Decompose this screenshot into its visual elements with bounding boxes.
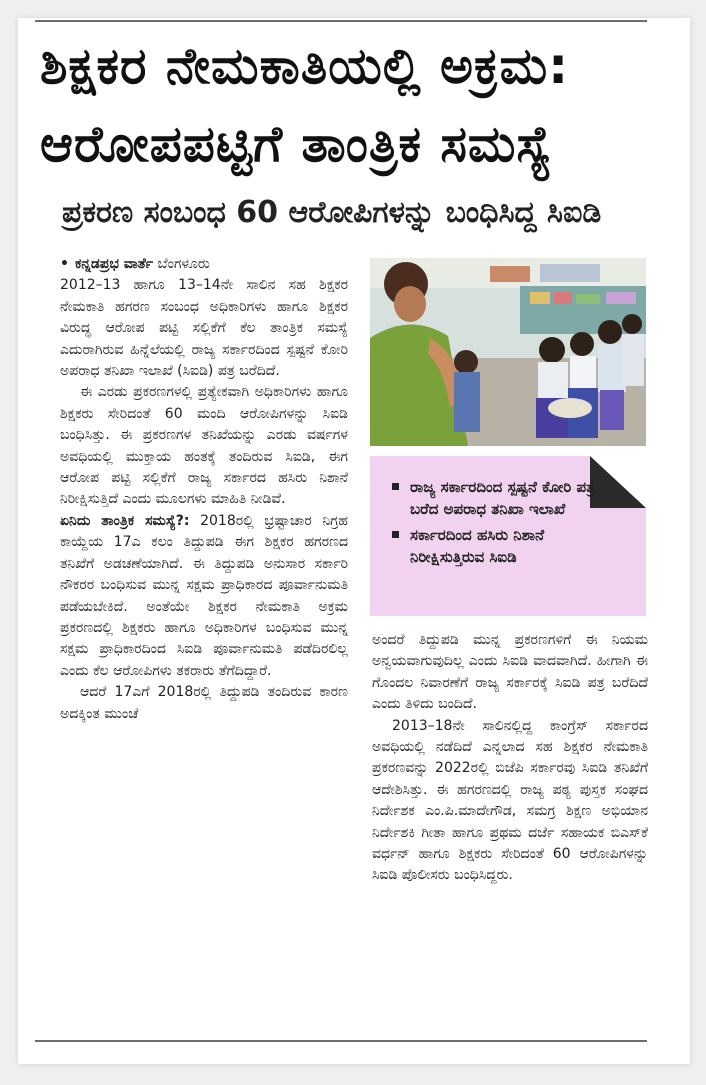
byline (60, 254, 348, 275)
article-paragraph-with-subhead (60, 511, 348, 682)
classroom-photo-illustration (370, 258, 646, 446)
article-paragraph: ಅಂದರೆ ತಿದ್ದುಪಡಿ ಮುನ್ನ ಪ್ರಕರಣಗಳಿಗೆ ಈ ನಿಯಮ ಅನ್ವಯವಾಗುವುದಿಲ್ಲ ಎಂದು ಸಿಐಡಿ ವಾದವಾಗಿದೆ. ಹೀಗಾಗಿ ಈ ಗೊಂದಲ ನಿವಾರಣೆಗೆ ರಾಜ್ಯ ಸರ್ಕಾರಕ್ಕೆ ಸಿಐಡಿ ಪತ್ರ ಬರೆದಿದೆ ಎಂದು ತಿಳಿದು ಬಂದಿದೆ. (372, 632, 648, 713)
article-paragraph: 2012–13 ಹಾಗೂ 13–14ನೇ ಸಾಲಿನ ಸಹ ಶಿಕ್ಷಕರ ನೇಮಕಾತಿ ಹಗರಣ ಸಂಬಂಧ ಅಧಿಕಾರಿಗಳು ಹಾಗೂ ಶಿಕ್ಷಕರ ವಿರುದ್ಧ ಆರೋಪ ಪಟ್ಟಿ ಸಲ್ಲಿಕೆಗೆ ಕೆಲ ತಾಂತ್ರಿಕ ಸಮಸ್ಯೆ ಎದುರಾಗಿರುವ ಹಿನ್ನೆಲೆಯಲ್ಲಿ ರಾಜ್ಯ ಸರ್ಕಾರದಿಂದ ಸ್ಪಷ್ಟನೆ ಕೋರಿ ಅಪರಾಧ ತನಿಖಾ ಇಲಾಖೆ (ಸಿಐಡಿ) ಪತ್ರ ಬರೆದಿದೆ. (60, 277, 348, 380)
highlight-item-text: ಸರ್ಕಾರದಿಂದ ಹಸಿರು ನಿಶಾನೆ ನಿರೀಕ್ಷಿಸುತ್ತಿರುವ ಸಿಐಡಿ (410, 526, 545, 566)
article-paragraph-text: 2018ರಲ್ಲಿ ಭ್ರಷ್ಟಾಚಾರ ನಿಗ್ರಹ ಕಾಯ್ದೆಯ 17ಎ ಕಲಂ ತಿದ್ದುಪಡಿ ಈಗ ಶಿಕ್ಷಕರ ಹಗರಣದ ತನಿಖೆಗೆ ಅಡಚಣೆಯಾಗಿದೆ. ಈ ತಿದ್ದುಪಡಿ ಅನುಸಾರ ಸರ್ಕಾರಿ ನೌಕರರ ಬಂಧಿಸುವ ಮುನ್ನ ಸಕ್ಷಮ ಪ್ರಾಧಿಕಾರದ ಪೂರ್ವಾನುಮತಿ ಪಡೆಯಬೇಕಿದೆ. ಅಂತೆಯೇ ಶಿಕ್ಷಕರ ನೇಮಕಾತಿ ಅಕ್ರಮ ಪ್ರಕರಣದಲ್ಲಿ ಶಿಕ್ಷಕರು ಹಾಗೂ ಅಧಿಕಾರಿಗಳ ಬಂಧಿಸುವ ಮುನ್ನ ಸಕ್ಷಮ ಪ್ರಾಧಿಕಾರದಿಂದ ಸಿಐಡಿ ಪೂರ್ವಾನುಮತಿ ಪಡೆದಿರಲಿಲ್ಲ ಎಂದು ಕೆಲ ಆರೋಪಿಗಳು ತಕರಾರು ತೆಗೆದಿದ್ದಾರೆ. (60, 512, 349, 679)
highlight-box (370, 456, 646, 616)
subheadline: ಪ್ರಕರಣ ಸಂಬಂಧ 60 ಆರೋಪಿಗಳನ್ನು ಬಂಧಿಸಿದ್ದ ಸಿಐಡಿ (62, 195, 602, 230)
bullet-square-icon (392, 531, 399, 538)
subhead: ಏನಿದು ತಾಂತ್ರಿಕ ಸಮಸ್ಯೆ?: (60, 512, 190, 529)
article-paragraph: ಆದರೆ 17ಎಗೆ 2018ರಲ್ಲಿ ತಿದ್ದುಪಡಿ ತಂದಿರುವ ಕಾರಣ ಅದಕ್ಕಿಂತ ಮುಂಚೆ (60, 684, 348, 722)
byline-location: ಬೆಂಗಳೂರು (157, 256, 210, 272)
article-paragraph: 2013–18ನೇ ಸಾಲಿನಲ್ಲಿದ್ದ ಕಾಂಗ್ರೆಸ್ ಸರ್ಕಾರದ ಅವಧಿಯಲ್ಲಿ ನಡೆದಿದೆ ಎನ್ನಲಾದ ಸಹ ಶಿಕ್ಷಕರ ನೇಮಕಾತಿ ಪ್ರಕರಣವನ್ನು 2022ರಲ್ಲಿ ಬಿಜೆಪಿ ಸರ್ಕಾರವು ಸಿಐಡಿ ತನಿಖೆಗೆ ಆದೇಶಿಸಿತ್ತು. ಈ ಹಗರಣದಲ್ಲಿ ರಾಜ್ಯ ಪಠ್ಯ ಪುಸ್ತಕ ಸಂಘದ ನಿರ್ದೇಶಕ ಎಂ.ಪಿ.ಮಾದೇಗೌಡ, ಸಮಗ್ರ ಶಿಕ್ಷಣ ಅಭಿಯಾನ ನಿರ್ದೇಶಕಿ ಗೀತಾ ಹಾಗೂ ಪ್ರಥಮ ದರ್ಜೆ ಸಹಾಯಕ ಬಿಎಸ್‌ಕೆ ವರ್ಧನ್ ಹಾಗೂ ಶಿಕ್ಷಕರು ಸೇರಿದಂತೆ 60 ಆರೋಪಿಗಳನ್ನು ಸಿಐಡಿ ಪೊಲೀಸರು ಬಂಧಿಸಿದ್ದರು. (372, 717, 648, 884)
bottom-rule (35, 1040, 647, 1042)
article-column-right (372, 630, 648, 887)
highlight-list (392, 476, 612, 572)
headline-line-2: ಆರೋಪಪಟ್ಟಿಗೆ ತಾಂತ್ರಿಕ ಸಮಸ್ಯೆ (40, 115, 553, 173)
highlight-item (392, 524, 612, 568)
bullet-square-icon (392, 483, 399, 490)
top-rule (35, 20, 647, 22)
classroom-photo (370, 258, 646, 446)
highlight-item (392, 476, 612, 520)
headline-line-1: ಶಿಕ್ಷಕರ ನೇಮಕಾತಿಯಲ್ಲಿ ಅಕ್ರಮ: (40, 37, 570, 95)
article-paragraph: ಈ ಎರಡು ಪ್ರಕರಣಗಳಲ್ಲಿ ಪ್ರತ್ಯೇಕವಾಗಿ ಅಧಿಕಾರಿಗಳು ಹಾಗೂ ಶಿಕ್ಷಕರು ಸೇರಿದಂತೆ 60 ಮಂದಿ ಆರೋಪಿಗಳನ್ನು ಸಿಐಡಿ ಬಂಧಿಸಿತ್ತು. ಈ ಪ್ರಕರಣಗಳ ತನಿಖೆಯನ್ನು ಎರಡು ವರ್ಷಗಳ ಅವಧಿಯಲ್ಲಿ ಮುಕ್ತಾಯ ಹಂತಕ್ಕೆ ತಂದಿರುವ ಸಿಐಡಿ, ಈಗ ಆರೋಪ ಪಟ್ಟಿ ಸಲ್ಲಿಕೆಗೆ ರಾಜ್ಯ ಸರ್ಕಾರದ ಹಸಿರು ನಿಶಾನೆ ನಿರೀಕ್ಷಿಸುತ್ತಿದೆ ಎಂದು ಮೂಲಗಳು ಮಾಹಿತಿ ನೀಡಿವೆ. (60, 384, 348, 508)
byline-bullet-icon: • (60, 256, 69, 272)
article-column-left (60, 254, 348, 725)
byline-source: ಕನ್ನಡಪ್ರಭ ವಾರ್ತೆ (74, 256, 154, 272)
highlight-item-text: ರಾಜ್ಯ ಸರ್ಕಾರದಿಂದ ಸ್ಪಷ್ಟನೆ ಕೋರಿ ಪತ್ರ ಬರೆದ ಅಪರಾಧ ತನಿಖಾ ಇಲಾಖೆ (410, 478, 595, 518)
